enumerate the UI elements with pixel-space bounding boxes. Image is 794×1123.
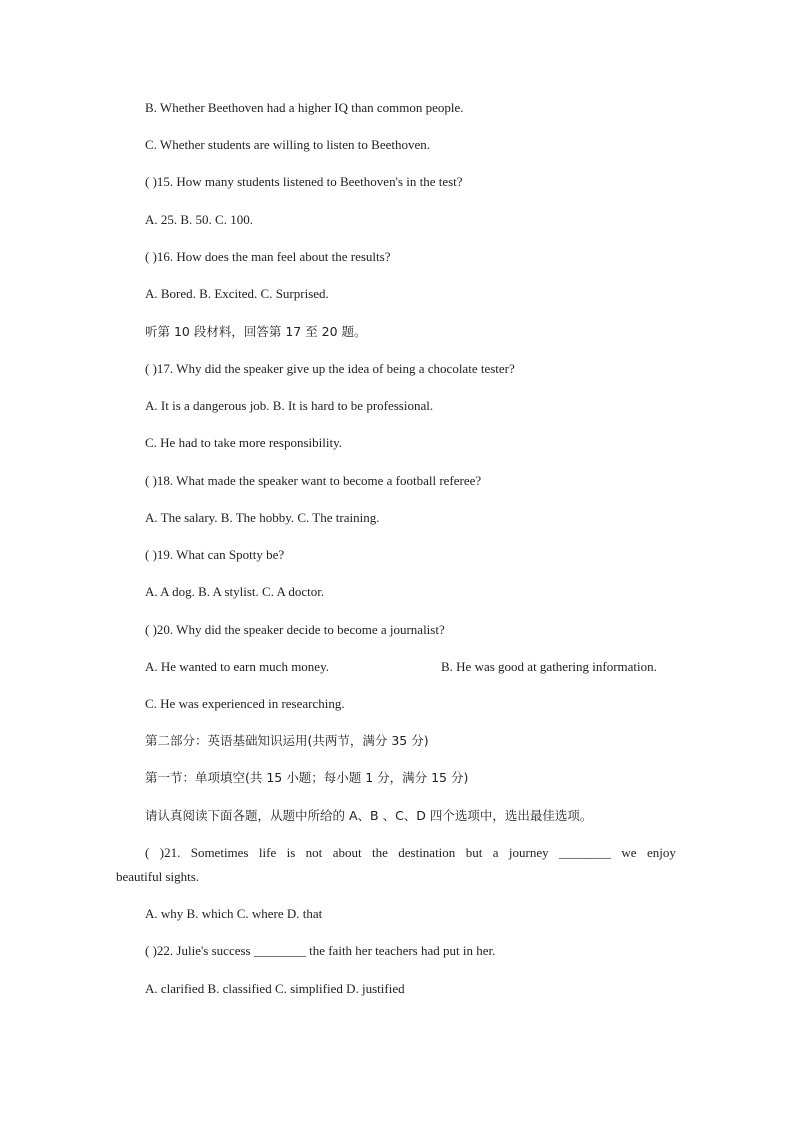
q21-word: about: [332, 845, 362, 860]
question-21: [145, 845, 676, 861]
question-22: ( )22. Julie's success ________ the faith her teachers had put in her.: [145, 943, 496, 958]
question-15: ( )15. How many students listened to Beethoven's in the test?: [145, 174, 463, 189]
question-17: ( )17. Why did the speaker give up the idea of being a chocolate tester?: [145, 361, 515, 376]
q14-option-b: B. Whether Beethoven had a higher IQ than common people.: [145, 100, 464, 115]
section-one-instruction: 请认真阅读下面各题，从题中所给的 A、B 、C、D 四个选项中，选出最佳选项。: [145, 808, 593, 823]
q21-word: (: [145, 845, 150, 860]
question-20: ( )20. Why did the speaker decide to become a journalist?: [145, 622, 445, 637]
q19-options: A. A dog. B. A stylist. C. A doctor.: [145, 584, 325, 599]
q18-options: A. The salary. B. The hobby. C. The training.: [145, 510, 380, 525]
question-21-continuation: beautiful sights.: [116, 869, 200, 884]
q21-word: but: [465, 845, 483, 860]
q15-options: A. 25. B. 50. C. 100.: [145, 212, 253, 227]
q21-word: a: [492, 845, 499, 860]
q21-word: we: [621, 845, 637, 860]
section-one-heading: 第一节：单项填空(共 15 小题；每小题 1 分，满分 15 分): [145, 770, 469, 785]
q21-word: is: [286, 845, 296, 860]
q21-word: not: [305, 845, 323, 860]
q21-blank: ________: [558, 845, 611, 860]
section-instruction-material-10: 听第 10 段材料，回答第 17 至 20 题。: [145, 324, 367, 339]
q21-options: A. why B. which C. where D. that: [145, 906, 323, 921]
q17-option-c: C. He had to take more responsibility.: [145, 435, 343, 450]
q21-word: the: [371, 845, 388, 860]
q21-word: life: [258, 845, 277, 860]
question-16: ( )16. How does the man feel about the results?: [145, 249, 391, 264]
q17-options-ab: A. It is a dangerous job. B. It is hard to be professional.: [145, 398, 434, 413]
q22-options: A. clarified B. classified C. simplified D. justified: [145, 981, 405, 996]
q21-word: destination: [398, 845, 456, 860]
q20-option-b: B. He was good at gathering information.: [441, 659, 657, 674]
part-two-heading: 第二部分：英语基础知识运用(共两节，满分 35 分): [145, 733, 429, 748]
question-19: ( )19. What can Spotty be?: [145, 547, 285, 562]
q16-options: A. Bored. B. Excited. C. Surprised.: [145, 286, 329, 301]
q21-word: enjoy: [646, 845, 676, 860]
q21-word: )21.: [159, 845, 181, 860]
q20-option-c: C. He was experienced in researching.: [145, 696, 345, 711]
q21-word: Sometimes: [190, 845, 249, 860]
question-18: ( )18. What made the speaker want to become a football referee?: [145, 473, 482, 488]
q20-option-a: A. He wanted to earn much money.: [145, 659, 329, 674]
q14-option-c: C. Whether students are willing to listen to Beethoven.: [145, 137, 430, 152]
q21-word: journey: [508, 845, 549, 860]
